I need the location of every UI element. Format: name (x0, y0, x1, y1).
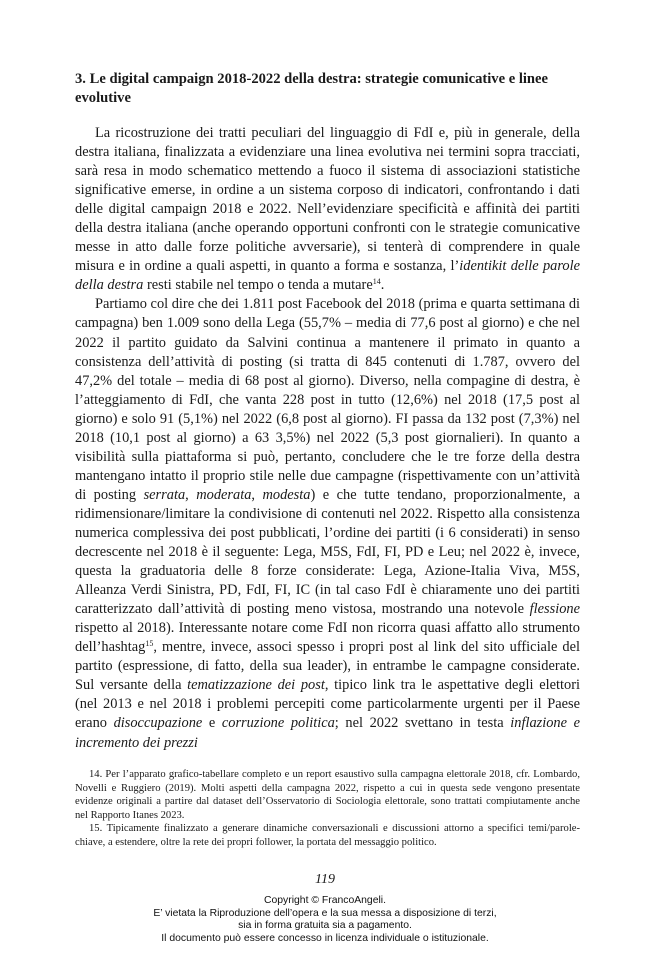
italic-term: disoccupazione (113, 715, 203, 732)
text-run: , (185, 486, 197, 503)
paragraph-2 (75, 295, 580, 752)
copyright-line: sia in forma gratuita sia a pagamento. (238, 920, 412, 931)
text-run: Partiamo col dire che dei 1.811 post Facebook del 2018 (prima e quarta settimana di campagna) ben 1.009 sono della Lega (55,7% – media di 77,6 post al giorno) e che nel 2022 il partito guidato da Salvini continua a mantenere il primato in quanto a consistenza dell’attività di posting (si tratta di 845 contenuti di 1.787, ovvero del 47,2% del totale – media di 68 post al giorno). Diverso, nella compagine di destra, è l’atteggiamento di FdI, che vanta 228 post in tutto (12,6%) nel 2018 (17,5 post al giorno) e solo 91 (5,1%) nel 2022 (6,8 post al giorno). FI passa da 132 post (7,3%) nel 2018 (10,1 post al giorno) a 63 3,5%) nel 2022 (5,3 post giornalieri). In quanto a visibilità sulla piattaforma si può, pertanto, concludere che le tre forze della destra mantengano intatto il proprio stile nelle due campagne (rispettivamente con un’attività di posting (75, 296, 581, 503)
page-number: 119 (315, 872, 335, 887)
text-run: rispetto al 2018). Interessante notare come FdI non ricorra quasi affatto allo strumento dell’hashtag (75, 620, 580, 656)
italic-term: moderata (196, 486, 252, 503)
italic-term: flessione (529, 601, 580, 618)
footnote-15: 15. Tipicamente finalizzato a generare dinamiche conversazionali e discussioni attorno a specifici temi/parole-chiave, a estendere, oltre la rete dei propri follower, la portata del messaggio politico. (75, 823, 580, 848)
footnote-14: 14. Per l’apparato grafico-tabellare completo e un report esaustivo sulla campagna elettorale 2018, cfr. Lombardo, Novelli e Ruggiero (2019). Molti aspetti della campagna 2022, rispetto a cui in questa sede vengono presentate evidenze originali a partire dal dataset dell’Osservatorio di Sociologia elettorale, sono trattati compiutamente anche nel Rapporto Itanes 2023. (75, 769, 580, 821)
text-run: e (202, 715, 222, 732)
text-run: La ricostruzione dei tratti peculiari del linguaggio di FdI e, più in generale, della destra italiana, finalizzata a evidenziare una linea evolutiva nei termini sopra tracciati, sarà resa in modo schematico mettendo a fuoco il sistema di associazioni statistiche significative emerse, in ordine a un sistema corposo di indicatori, confrontando i dati delle digital campaign 2018 e 2022. Nell’evidenziare specificità e affinità dei partiti della destra italiana (anche operando opportuni confronti con le strategie comunicative messe in atto dalle forze politiche avversarie), si tenterà di comprendere in quale misura e in ordine a quali aspetti, in quanto a forma e sostanza, l’ (75, 125, 580, 275)
italic-term: modesta (262, 486, 311, 503)
paragraph-1 (75, 124, 580, 295)
copyright-line: Copyright © FrancoAngeli. (263, 895, 386, 906)
text-run: . (380, 277, 385, 294)
footnote-ref-14[interactable]: 14 (372, 277, 381, 287)
text-run: ; nel 2022 svettano in testa (334, 715, 511, 732)
copyright-line: E’ vietata la Riproduzione dell’opera e la sua messa a disposizione di terzi, (153, 907, 497, 919)
italic-term: serrata (143, 486, 186, 503)
italic-term: identikit delle parole della destra (75, 258, 580, 294)
section-heading: 3. Le digital campaign 2018-2022 della destra: strategie comunicative e linee evolutive (75, 71, 549, 106)
text-run: , tipico link tra le aspettative degli elettori (nel 2013 e nel 2018 i problemi percepiti come particolarmente urgenti per il Paese erano (75, 677, 580, 732)
copyright-notice (0, 895, 650, 945)
italic-term: inflazione e incremento dei prezzi (75, 715, 580, 751)
copyright-line: Il documento può essere concesso in licenza individuale o istituzionale. (161, 932, 489, 944)
body-text (75, 124, 580, 753)
text-run: , mentre, invece, associ spesso i propri post al link del sito ufficiale del partito (espressione, di fatto, della sua leader), in entrambe le campagne considerate. Sul versante della (75, 639, 580, 694)
text-run: , (251, 486, 263, 503)
footnotes (75, 768, 580, 850)
text-run: resti stabile nel tempo o tenda a mutare (143, 277, 373, 294)
text-run: ) e che tutte tendano, proporzionalmente, a ridimensionare/limitare la condivisione di contenuti nel 2022. Rispetto alla consistenza numerica complessiva dei post pubblicati, l’ordine dei partiti (i 6 considerati) in senso decrescente nel 2018 è il seguente: Lega, M5S, FdI, FI, PD e Leu; nel 2022 è, invece, questa la graduatoria delle 8 forze considerate: Lega, Azione-Italia Viva, M5S, Alleanza Verdi Sinistra, PD, FdI, FI, IC (in tal caso FdI è chiaramente uno dei partiti caratterizzato dall’attività di posting meno vistosa, mostrando una notevole (75, 486, 580, 618)
footnote-ref-15[interactable]: 15 (145, 639, 154, 649)
italic-term: corruzione politica (221, 715, 335, 732)
italic-term: tematizzazione dei post (187, 677, 325, 694)
